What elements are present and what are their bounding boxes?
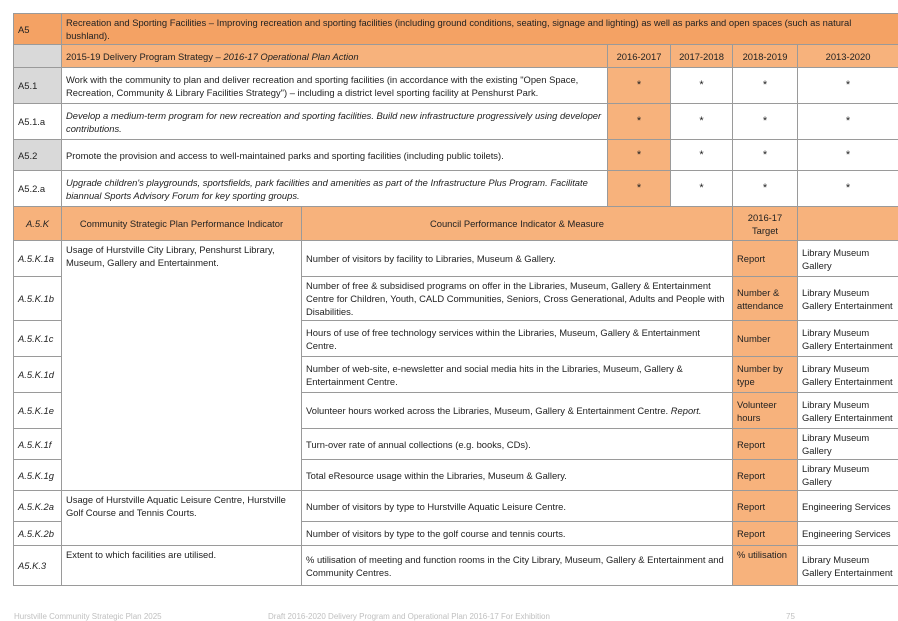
- council-measure: [302, 460, 733, 491]
- council-measure: [302, 241, 733, 277]
- kpi-responsible: Library Museum Gallery Entertainment: [798, 546, 898, 586]
- strategy-header-row: [14, 45, 898, 68]
- community-indicator-header: Community Strategic Plan Performance Indicator: [62, 207, 302, 241]
- kpi-code: A.5.K.2b: [14, 522, 62, 546]
- footer-center: Draft 2016-2020 Delivery Program and Operational Plan 2016-17 For Exhibition: [268, 612, 550, 621]
- action-text: Promote the provision and access to well-maintained parks and sporting facilities (including public toilets).: [62, 140, 608, 171]
- kpi-code: A.5.K.1b: [14, 277, 62, 321]
- delivery-program-table: [13, 13, 898, 586]
- strategy-label-sep: –: [213, 51, 223, 62]
- year-header: 2013-2020: [798, 45, 898, 68]
- kpi-responsible: Engineering Services: [798, 491, 898, 522]
- kpi-responsible: Library Museum Gallery: [798, 460, 898, 491]
- action-year-mark: *: [798, 140, 898, 171]
- action-year-mark: *: [733, 104, 798, 140]
- action-year-mark: *: [608, 171, 671, 207]
- council-measure: [302, 393, 733, 429]
- action-year-mark: *: [798, 104, 898, 140]
- measure-text: % utilisation of meeting and function rooms in the City Library, Museum, Gallery & Entertainment and Community Centres.: [306, 554, 724, 578]
- kpi-target: Report: [733, 460, 798, 491]
- year-header: 2017-2018: [671, 45, 733, 68]
- measure-suffix: Report.: [671, 405, 702, 416]
- kpi-row: [14, 241, 898, 277]
- action-code: A5.2: [14, 140, 62, 171]
- council-measure: [302, 321, 733, 357]
- action-year-mark: *: [608, 140, 671, 171]
- action-row: [14, 140, 898, 171]
- kpi-target: Volunteer hours: [733, 393, 798, 429]
- kpi-code: A.5.K.1c: [14, 321, 62, 357]
- year-header: 2016-2017: [608, 45, 671, 68]
- kpi-target: Number by type: [733, 357, 798, 393]
- kpi-code: A.5.K.1g: [14, 460, 62, 491]
- community-indicator: Extent to which facilities are utilised.: [62, 546, 302, 586]
- council-measure: [302, 491, 733, 522]
- measure-text: Number of visitors by facility to Libraries, Museum & Gallery.: [306, 253, 556, 264]
- objective-row: [14, 14, 898, 45]
- footer-left: Hurstville Community Strategic Plan 2025: [14, 612, 162, 621]
- council-measure: [302, 277, 733, 321]
- action-year-mark: *: [733, 140, 798, 171]
- strategy-header-label: [62, 45, 608, 68]
- measure-text: Number of web-site, e-newsletter and social media hits in the Libraries, Museum, Gallery & Entertainment Centre.: [306, 363, 683, 387]
- action-text: Upgrade children's playgrounds, sportsfields, park facilities and amenities as part of the Infrastructure Plus Program. Facilitate biannual Sports Advisory Forum for key sporting groups.: [62, 171, 608, 207]
- year-header: 2018-2019: [733, 45, 798, 68]
- kpi-row: [14, 546, 898, 586]
- action-year-mark: *: [798, 171, 898, 207]
- kpi-code: A.5.K.1d: [14, 357, 62, 393]
- kpi-responsible: Library Museum Gallery Entertainment: [798, 277, 898, 321]
- action-year-mark: *: [671, 171, 733, 207]
- measure-text: Turn-over rate of annual collections (e.g. books, CDs).: [306, 439, 531, 450]
- action-year-mark: *: [671, 68, 733, 104]
- action-code: A5.2.a: [14, 171, 62, 207]
- action-year-mark: *: [733, 68, 798, 104]
- measure-text: Total eResource usage within the Libraries, Museum & Gallery.: [306, 470, 567, 481]
- kpi-target: Report: [733, 491, 798, 522]
- footer-page-number: 75: [786, 612, 795, 621]
- kpi-responsible: Library Museum Gallery Entertainment: [798, 321, 898, 357]
- action-code: A5.1.a: [14, 104, 62, 140]
- council-measure: [302, 522, 733, 546]
- kpi-target: Report: [733, 241, 798, 277]
- objective-code: A5: [14, 14, 62, 45]
- action-year-mark: *: [671, 104, 733, 140]
- council-indicator-header: Council Performance Indicator & Measure: [302, 207, 733, 241]
- kpi-code-header: A.5.K: [14, 207, 62, 241]
- kpi-responsible: Library Museum Gallery Entertainment: [798, 357, 898, 393]
- action-year-mark: *: [733, 171, 798, 207]
- kpi-responsible: Library Museum Gallery: [798, 429, 898, 460]
- objective-text: Recreation and Sporting Facilities – Improving recreation and sporting facilities (including ground conditions, seating, signage and lighting) as well as parks and open spaces (such as natural bushland).: [62, 14, 898, 45]
- kpi-code: A.5.K.2a: [14, 491, 62, 522]
- council-measure: [302, 546, 733, 586]
- kpi-responsible: Library Museum Gallery: [798, 241, 898, 277]
- target-header: 2016-17 Target: [733, 207, 798, 241]
- action-year-mark: *: [671, 140, 733, 171]
- action-year-mark: *: [798, 68, 898, 104]
- kpi-target: % utilisation: [733, 546, 798, 586]
- kpi-target: Report: [733, 429, 798, 460]
- kpi-code: A.5.K.1a: [14, 241, 62, 277]
- kpi-target: Number & attendance: [733, 277, 798, 321]
- kpi-header-row: [14, 207, 898, 241]
- kpi-target: Report: [733, 522, 798, 546]
- kpi-code: A.5.K.1e: [14, 393, 62, 429]
- action-code: A5.1: [14, 68, 62, 104]
- action-year-mark: *: [608, 104, 671, 140]
- kpi-code: A5.K.3: [14, 546, 62, 586]
- community-indicator: Usage of Hurstville Aquatic Leisure Centre, Hurstville Golf Course and Tennis Courts.: [62, 491, 302, 546]
- kpi-row: [14, 491, 898, 522]
- strategy-label-plain: 2015-19 Delivery Program Strategy: [66, 51, 213, 62]
- kpi-responsible: Library Museum Gallery Entertainment: [798, 393, 898, 429]
- measure-text: Number of visitors by type to the golf course and tennis courts.: [306, 528, 566, 539]
- action-row: [14, 68, 898, 104]
- council-measure: [302, 357, 733, 393]
- action-year-mark: *: [608, 68, 671, 104]
- community-indicator: Usage of Hurstville City Library, Penshurst Library, Museum, Gallery and Entertainment.: [62, 241, 302, 491]
- measure-text: Hours of use of free technology services within the Libraries, Museum, Gallery & Entertainment Centre.: [306, 327, 700, 351]
- kpi-responsible: Engineering Services: [798, 522, 898, 546]
- action-text: Work with the community to plan and deliver recreation and sporting facilities (in accordance with the existing "Open Space, Recreation, Community & Library Facilities Strategy") – including a district level sporting facility at Penshurst Park.: [62, 68, 608, 104]
- action-row: [14, 104, 898, 140]
- kpi-code: A.5.K.1f: [14, 429, 62, 460]
- strategy-label-italic: 2016-17 Operational Plan Action: [223, 51, 358, 62]
- kpi-target: Number: [733, 321, 798, 357]
- action-row: [14, 171, 898, 207]
- kpi-responsible-header: [798, 207, 898, 241]
- council-measure: [302, 429, 733, 460]
- strategy-header-blank: [14, 45, 62, 68]
- action-text: Develop a medium-term program for new recreation and sporting facilities. Build new infrastructure progressively using developer contributions.: [62, 104, 608, 140]
- measure-text: Number of free & subsidised programs on offer in the Libraries, Museum, Gallery & Entertainment Centre for Children, Youth, CALD Communities, Seniors, Cross Generational, Adults and People with Disabilities.: [306, 280, 724, 317]
- measure-text: Number of visitors by type to Hurstville Aquatic Leisure Centre.: [306, 501, 566, 512]
- measure-text: Volunteer hours worked across the Libraries, Museum, Gallery & Entertainment Centre.: [306, 405, 668, 416]
